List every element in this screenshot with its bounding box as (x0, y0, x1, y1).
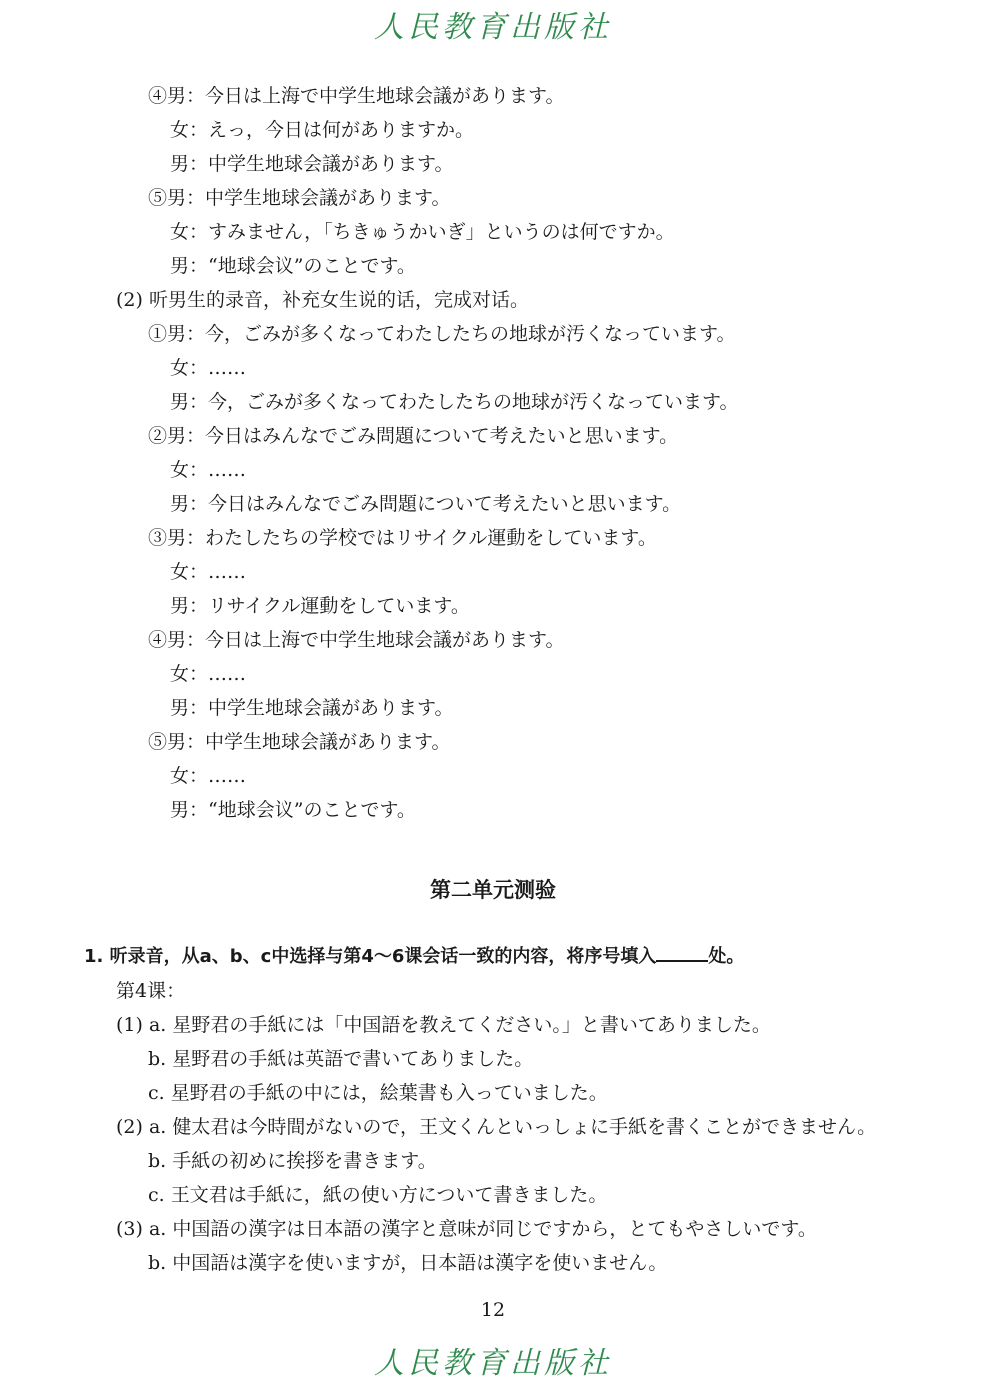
dialogue-line (170, 693, 454, 723)
option-item (116, 1112, 876, 1142)
dialogue-line (170, 761, 246, 791)
dialogue-text: 今日は上海で中学生地球会議があります。 (205, 85, 565, 107)
option-label: (1) a. (116, 1014, 167, 1036)
question-1-instruction-end: 处。 (708, 946, 745, 967)
dialogue-text: 今日はみんなでごみ問題について考えたいと思います。 (205, 425, 679, 447)
dialogue-line (170, 217, 675, 247)
dialogue-text: …… (208, 357, 247, 379)
publisher-logo-top: 人民教育出版社 (374, 10, 612, 45)
option-text: 中国語の漢字は日本語の漢字と意味が同じですから，とてもやさしいです。 (172, 1218, 817, 1240)
dialogue-line (148, 421, 678, 451)
dialogue-line (148, 319, 736, 349)
option-label: b. (148, 1252, 167, 1274)
option-item (148, 1248, 667, 1278)
option-item (148, 1146, 437, 1176)
dialogue-text: …… (208, 663, 247, 685)
option-label: c. (148, 1082, 165, 1104)
dialogue-text: …… (208, 459, 247, 481)
speaker-marker: 女： (170, 221, 209, 243)
option-label: (3) a. (116, 1218, 167, 1240)
dialogue-text: 中学生地球会議があります。 (208, 153, 454, 175)
option-text: 王文君は手紙に，紙の使い方について書きました。 (170, 1184, 608, 1206)
dialogue-line (170, 557, 246, 587)
dialogue-text: “地球会议”のことです。 (208, 799, 416, 821)
option-label: c. (148, 1184, 165, 1206)
dialogue-text: リサイクル運動をしています。 (208, 595, 470, 617)
speaker-marker: ①男： (148, 323, 206, 345)
dialogue-text: …… (208, 561, 247, 583)
speaker-marker: 男： (170, 153, 209, 175)
option-text: 手紙の初めに挨拶を書きます。 (172, 1150, 437, 1172)
dialogue-line (170, 387, 739, 417)
speaker-marker: 男： (170, 595, 209, 617)
speaker-marker: 女： (170, 357, 209, 379)
option-item (148, 1078, 608, 1108)
speaker-marker: 男： (170, 391, 209, 413)
option-label: b. (148, 1048, 167, 1070)
dialogue-line (170, 149, 454, 179)
option-text: 星野君の手紙には「中国語を教えてください。」と書いてありました。 (172, 1014, 771, 1036)
dialogue-line (148, 625, 565, 655)
dialogue-line (170, 659, 246, 689)
speaker-marker: 女： (170, 119, 209, 141)
speaker-marker: 男： (170, 799, 209, 821)
speaker-marker: ④男： (148, 85, 206, 107)
dialogue-text: 中学生地球会議があります。 (205, 187, 451, 209)
dialogue-line (170, 489, 681, 519)
dialogue-line (148, 183, 451, 213)
section-2-title: (2) 听男生的录音，补充女生说的话，完成对话。 (116, 289, 529, 311)
publisher-logo-bottom: 人民教育出版社 (374, 1346, 612, 1381)
dialogue-text: 今日は上海で中学生地球会議があります。 (205, 629, 565, 651)
option-text: 星野君の手紙の中には，絵葉書も入っていました。 (170, 1082, 608, 1104)
dialogue-line (170, 455, 246, 485)
dialogue-text: えっ，今日は何がありますか。 (208, 119, 475, 141)
option-text: 健太君は今時間がないので，王文くんといっしょに手紙を書くことができません。 (172, 1116, 877, 1138)
option-text: 中国語は漢字を使いますが，日本語は漢字を使いません。 (172, 1252, 668, 1274)
speaker-marker: 男： (170, 697, 209, 719)
speaker-marker: 女： (170, 561, 209, 583)
dialogue-text: 今，ごみが多くなってわたしたちの地球が汚くなっています。 (208, 391, 739, 413)
dialogue-line (148, 81, 565, 111)
dialogue-line (148, 523, 657, 553)
page-number: 12 (480, 1299, 506, 1321)
option-label: (2) a. (116, 1116, 167, 1138)
speaker-marker: 女： (170, 765, 209, 787)
question-1-instruction: 1. 听录音，从a、b、c中选择与第4～6课会话一致的内容，将序号填入 (84, 946, 657, 967)
speaker-marker: 男： (170, 493, 209, 515)
dialogue-text: …… (208, 765, 247, 787)
dialogue-text: 中学生地球会議があります。 (205, 731, 451, 753)
dialogue-line (170, 795, 416, 825)
dialogue-text: 今日はみんなでごみ問題について考えたいと思います。 (208, 493, 682, 515)
speaker-marker: 女： (170, 663, 209, 685)
dialogue-line (148, 727, 451, 757)
dialogue-line (170, 353, 246, 383)
speaker-marker: ⑤男： (148, 731, 206, 753)
answer-blank (656, 942, 708, 962)
speaker-marker: 男： (170, 255, 209, 277)
option-item (148, 1044, 533, 1074)
dialogue-line (170, 591, 470, 621)
dialogue-text: わたしたちの学校ではリサイクル運動をしています。 (205, 527, 657, 549)
speaker-marker: ②男： (148, 425, 206, 447)
dialogue-line (170, 251, 416, 281)
dialogue-text: 中学生地球会議があります。 (208, 697, 454, 719)
speaker-marker: ⑤男： (148, 187, 206, 209)
speaker-marker: ④男： (148, 629, 206, 651)
dialogue-text: 今，ごみが多くなってわたしたちの地球が汚くなっています。 (205, 323, 736, 345)
question-1-title (84, 942, 744, 972)
option-item (148, 1180, 607, 1210)
speaker-marker: ③男： (148, 527, 206, 549)
dialogue-text: “地球会议”のことです。 (208, 255, 416, 277)
option-item (116, 1010, 771, 1040)
dialogue-text: すみません，「ちきゅうかいぎ」というのは何ですか。 (208, 221, 675, 243)
option-item (116, 1214, 817, 1244)
speaker-marker: 女： (170, 459, 209, 481)
lesson-label: 第4课： (116, 980, 186, 1002)
dialogue-line (170, 115, 474, 145)
unit-heading: 第二单元测验 (430, 878, 556, 902)
option-label: b. (148, 1150, 167, 1172)
option-text: 星野君の手紙は英語で書いてありました。 (172, 1048, 534, 1070)
